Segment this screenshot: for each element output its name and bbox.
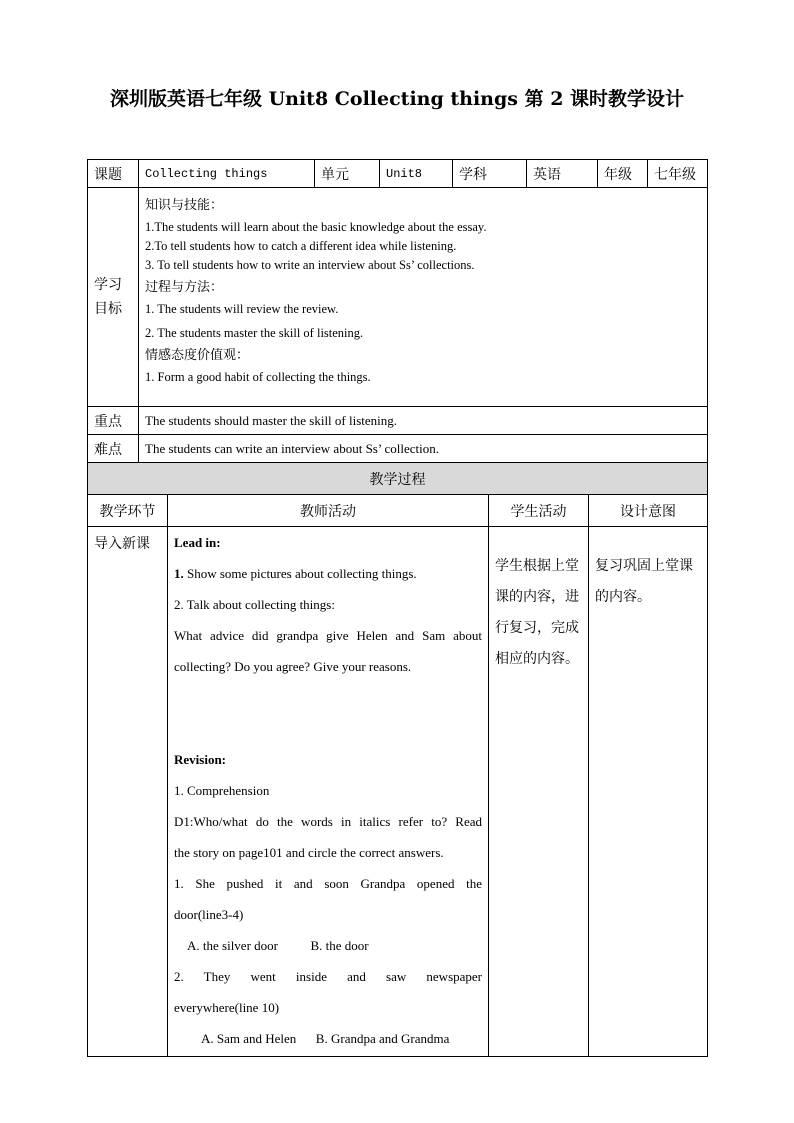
item-number: 1.: [174, 566, 184, 581]
page-title: 深圳版英语七年级 Unit8 Collecting things 第 2 课时教学设计: [109, 88, 685, 110]
answer-options: A. Sam and Helen B. Grandpa and Grandma: [201, 1031, 450, 1046]
objectives-label-line1: 学习: [94, 277, 122, 293]
knowledge-item: 2.To tell students how to catch a different idea while listening.: [145, 239, 457, 253]
student-activity: 学生根据上堂课的内容，进行复习，完成相应的内容。: [489, 527, 589, 1057]
key-point-label: 重点: [88, 407, 139, 435]
teacher-line: 2. They went inside and saw newspaper: [174, 969, 482, 984]
item-text: Show some pictures about collecting things.: [183, 566, 417, 581]
subject-value: 英语: [527, 160, 598, 188]
teacher-line: 2. Talk about collecting things:: [174, 597, 335, 612]
teacher-line: door(line3-4): [174, 907, 244, 922]
info-table: [87, 159, 708, 463]
topic-label: 课题: [88, 160, 139, 188]
knowledge-heading: 知识与技能：: [145, 198, 224, 213]
difficulty-text: The students can write an interview about Ss’ collection.: [139, 435, 708, 463]
objectives-content: [139, 188, 708, 407]
knowledge-item: 1.The students will learn about the basic knowledge about the essay.: [145, 220, 487, 234]
process-heading: 过程与方法：: [145, 280, 224, 295]
teacher-activity: [168, 527, 489, 1057]
unit-value: Unit8: [380, 160, 453, 188]
lead-in-heading: Lead in:: [174, 535, 221, 550]
attitude-heading: 情感态度价值观：: [145, 348, 250, 363]
teacher-line: [174, 558, 482, 589]
objectives-label: [88, 188, 139, 407]
answer-options: A. the silver door B. the door: [187, 938, 369, 953]
process-heading: 教学过程: [88, 463, 708, 495]
difficulty-label: 难点: [88, 435, 139, 463]
unit-label: 单元: [315, 160, 380, 188]
process-item: 2. The students master the skill of listening.: [145, 326, 364, 340]
col-intent-header: 设计意图: [589, 495, 708, 527]
grade-label: 年级: [598, 160, 648, 188]
teacher-line: 1. She pushed it and soon Grandpa opened the: [174, 876, 482, 891]
process-item: 1. The students will review the review.: [145, 302, 339, 316]
col-step-header: 教学环节: [88, 495, 168, 527]
process-table: [87, 462, 708, 1057]
grade-value: 七年级: [648, 160, 708, 188]
teacher-line: D1:Who/what do the words in italics refer to? Read: [174, 814, 482, 829]
teacher-line: What advice did grandpa give Helen and Sam about: [174, 628, 482, 643]
step-name: 导入新课: [88, 527, 168, 1057]
teacher-line: everywhere(line 10): [174, 1000, 280, 1015]
attitude-item: 1. Form a good habit of collecting the things.: [145, 370, 371, 384]
knowledge-item: 3. To tell students how to write an interview about Ss’ collections.: [145, 258, 475, 272]
blank-line: [174, 713, 482, 744]
subject-label: 学科: [453, 160, 527, 188]
teacher-line: 1. Comprehension: [174, 783, 270, 798]
blank-line: [174, 682, 482, 713]
teacher-line: collecting? Do you agree? Give your reasons.: [174, 659, 412, 674]
design-intent: 复习巩固上堂课的内容。: [589, 527, 708, 1057]
col-teacher-header: 教师活动: [168, 495, 489, 527]
topic-value: Collecting things: [139, 160, 315, 188]
teacher-line: the story on page101 and circle the correct answers.: [174, 845, 444, 860]
revision-heading: Revision:: [174, 752, 226, 767]
key-point-text: The students should master the skill of listening.: [139, 407, 708, 435]
objectives-label-line2: 目标: [94, 301, 122, 317]
col-student-header: 学生活动: [489, 495, 589, 527]
